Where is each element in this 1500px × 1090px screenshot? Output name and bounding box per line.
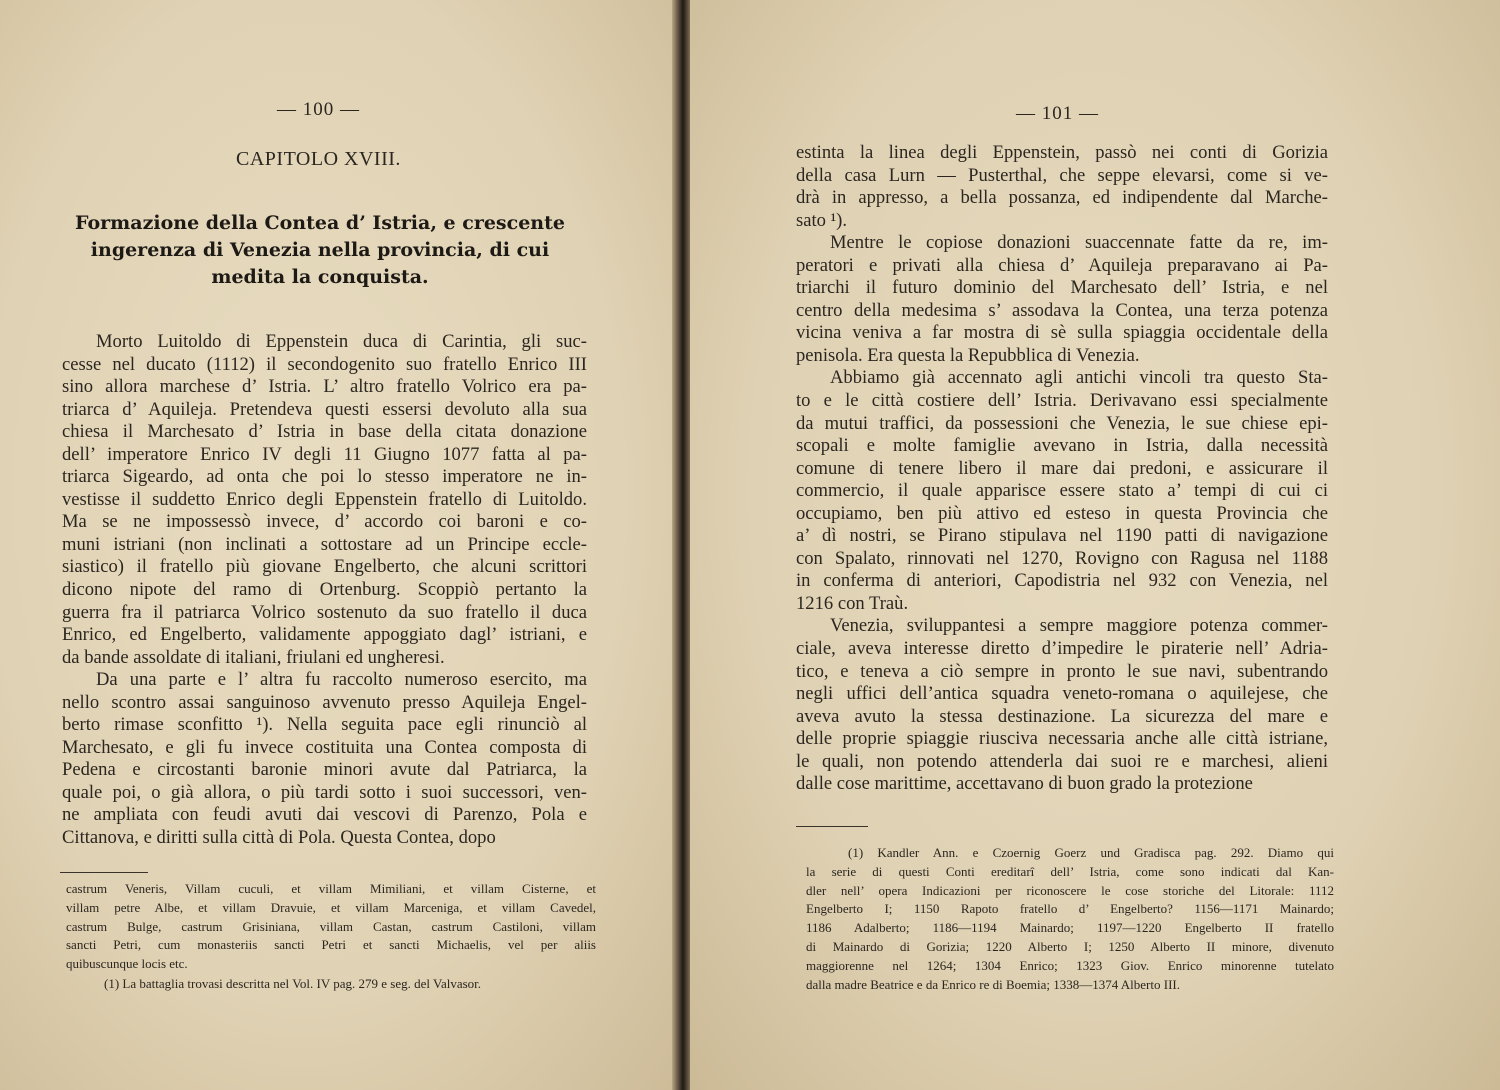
text-line: in conferma di anteriori, Capodistria nel 932 con Venezia, nel [796, 570, 1328, 592]
page-number: — 101 — [1016, 103, 1099, 124]
text-line: triarca Sigeardo, ad onta che poi lo stesso imperatore ne in- [62, 466, 587, 488]
text-line: dell’ imperatore Enrico IV degli 11 Giugno 1077 fatta al pa- [62, 443, 587, 465]
text-line: nello scontro assai sanguinoso avvenuto presso Aquileja Engel- [62, 691, 587, 713]
text-line: maggiorenne nel 1264; 1304 Enrico; 1323 Giov. Enrico minorenne tutelato [806, 957, 1334, 973]
text-line: Engelberto I; 1150 Rapoto fratello d’ Engelberto? 1156—1171 Mainardo; [806, 901, 1334, 917]
text-line: triarca d’ Aquileja. Pretendeva questi essersi devoluto alla sua [62, 398, 587, 420]
text-line: sato ¹). [796, 209, 848, 231]
footnote-rule [60, 872, 148, 873]
text-line: ciale, aveva interesse diretto d’impedire le piraterie nell’ Adria- [796, 638, 1328, 660]
text-line: la serie di questi Conti ereditarî dell’ Istria, come sono indicati dal Kan- [806, 863, 1334, 879]
text-line: sancti Petri, cum monasteriis sancti Petri et sancti Michaelis, vel per aliis [66, 937, 596, 953]
text-line: Abbiamo già accennato agli antichi vincoli tra questo Sta- [830, 367, 1328, 389]
text-line: con Spalato, rinnovati nel 1270, Rovigno con Ragusa nel 1188 [796, 547, 1328, 569]
body-text [62, 331, 587, 850]
text-line: muni istriani (non inclinati a sottostare ad un Principe eccle- [62, 533, 587, 555]
text-line: castrum Bulge, castrum Grisiniana, villam Castan, castrum Castiloni, villam [66, 918, 596, 934]
text-line: triarchi il futuro dominio del Marchesato dell’ Istria, e nel [796, 277, 1328, 299]
body-text [796, 142, 1328, 796]
text-line: quibuscunque locis etc. [66, 956, 188, 972]
text-line: estinta la linea degli Eppenstein, passò nei conti di Gorizia [796, 142, 1328, 163]
text-line: della casa Lurn — Pusterthal, che seppe elevarsi, come si ve- [796, 164, 1328, 186]
text-line: sino allora marchese d’ Istria. L’ altro fratello Volrico era pa- [62, 376, 587, 398]
text-line: delle proprie spiaggie riusciva necessaria anche alle città istriane, [796, 728, 1328, 750]
chapter-title: CAPITOLO XVIII. [236, 148, 401, 170]
footnote-line: (1) La battaglia trovasi descritta nel Vol. IV pag. 279 e seg. del Valvasor. [104, 976, 482, 991]
text-line: di Mainardo di Gorizia; 1220 Alberto I; 1250 Alberto II minore, divenuto [806, 938, 1334, 954]
text-line: le quali, non potendo attenderla dai suoi re e marchesi, alieni [796, 750, 1328, 772]
text-line: (1) Kandler Ann. e Czoernig Goerz und Gradisca pag. 292. Diamo qui [848, 845, 1334, 860]
page-number: — 100 — [277, 99, 360, 120]
text-line: Ma se ne impossessò invece, d’ accordo coi baroni e co- [62, 511, 587, 533]
footnote-1 [66, 975, 598, 994]
text-line: Pedena e circostanti baronie minori avute dal Patriarca, la [62, 759, 587, 781]
text-line: vicina veniva a far mostra di sè sulla spiaggia occidentale della [796, 322, 1328, 344]
text-line: chiesa il Marchesato d’ Istria in base della citata donazione [62, 421, 587, 443]
text-line: scopali e molte famiglie avevano in Istria, dalla necessità [796, 435, 1328, 457]
chapter-heading: Formazione della Contea d’ Istria, e crescente ingerenza di Venezia nella provincia, di cui medita la conquista. [75, 212, 565, 288]
right-page [690, 0, 1500, 1090]
text-line: drà in appresso, a bella possanza, ed indipendente dal Marche- [796, 187, 1328, 209]
text-line: Mentre le copiose donazioni suaccennate fatte da re, im- [830, 232, 1328, 254]
text-line: dicono nipote del ramo di Ortenburg. Scoppiò pertanto la [62, 579, 587, 601]
text-line: da bande assoldate di italiani, friulani ed ungheresi. [62, 646, 445, 668]
text-line: Venezia, sviluppantesi a sempre maggiore potenza commer- [830, 615, 1328, 637]
text-line: centro della medesima s’ assodava la Contea, una terza potenza [796, 299, 1328, 321]
text-line: tico, e teneva a ciò sempre in pronto le sue navi, subentrando [796, 660, 1328, 682]
footnote-rule [796, 826, 868, 827]
text-line: 1216 con Traù. [796, 592, 909, 614]
text-line: commercio, il quale apparisce essere stato a’ tempi di cui ci [796, 480, 1328, 502]
text-line: penisola. Era questa la Repubblica di Venezia. [796, 344, 1140, 366]
text-line: cesse nel ducato (1112) il secondogenito suo fratello Enrico III [62, 353, 587, 375]
footnote-continuation [66, 880, 596, 974]
text-line: comune di tenere libero il mare dai predoni, e assicurare il [796, 457, 1328, 479]
text-line: a’ dì nostri, se Pirano stipulava nel 1190 patti di navigazione [796, 525, 1328, 547]
left-page [0, 0, 678, 1090]
text-line: occupiamo, ben più attivo ed esteso in questa Provincia che [796, 502, 1328, 524]
text-line: siastico) il fratello più giovane Engelberto, che alcuni scrittori [62, 556, 587, 578]
text-line: villam petre Albe, et villam Dravuie, et villam Marceniga, et villam Cavedel, [66, 899, 596, 915]
text-line: castrum Veneris, Villam cuculi, et villam Mimiliani, et villam Cisterne, et [66, 881, 596, 896]
text-line: Marchesato, e gli fu invece costituita una Contea composta di [62, 736, 587, 758]
text-line: Morto Luitoldo di Eppenstein duca di Carintia, gli suc- [96, 331, 587, 352]
footnote-1 [806, 844, 1334, 994]
text-line: aveva avuto la stessa destinazione. La sicurezza del mare e [796, 705, 1328, 727]
text-line: da mutui traffici, da possessioni che Venezia, le sue chiese epi- [796, 412, 1328, 434]
text-line: dler nell’ opera Indicazioni per riconoscere le cose storiche del Litorale: 1112 [806, 882, 1334, 898]
text-line: 1186 Adalberto; 1186—1194 Mainardo; 1197—1220 Engelberto II fratello [806, 920, 1334, 936]
text-line: ne ampliata con feudi avuti dai vescovi di Parenzo, Pola e [62, 804, 587, 826]
text-line: Cittanova, e diritti sulla città di Pola. Questa Contea, dopo [62, 827, 496, 849]
text-line: peratori e privati alla chiesa d’ Aquileja preparavano ai Pa- [796, 254, 1328, 276]
text-line: Da una parte e l’ altra fu raccolto numeroso esercito, ma [96, 669, 587, 691]
text-line: dalle cose marittime, accettavano di buon grado la protezione [796, 773, 1253, 795]
text-line: quale poi, o già allora, o più tardi sotto i suoi successori, ven- [62, 781, 587, 803]
text-line: berto rimase sconfitto ¹). Nella seguita pace egli rinunciò al [62, 714, 587, 736]
text-line: negli uffici dell’antica squadra veneto-romana o aquilejese, che [796, 683, 1328, 705]
text-line: to e le città costiere dell’ Istria. Derivavano essi specialmente [796, 390, 1328, 412]
text-line: vestisse il suddetto Enrico degli Eppenstein fratello di Luitoldo. [62, 488, 587, 510]
text-line: guerra fra il patriarca Volrico sostenuto da suo fratello il duca [62, 601, 587, 623]
text-line: dalla madre Beatrice e da Enrico re di Boemia; 1338—1374 Alberto III. [806, 976, 1180, 992]
text-line: Enrico, ed Engelberto, validamente appoggiato dagl’ istriani, e [62, 624, 587, 646]
